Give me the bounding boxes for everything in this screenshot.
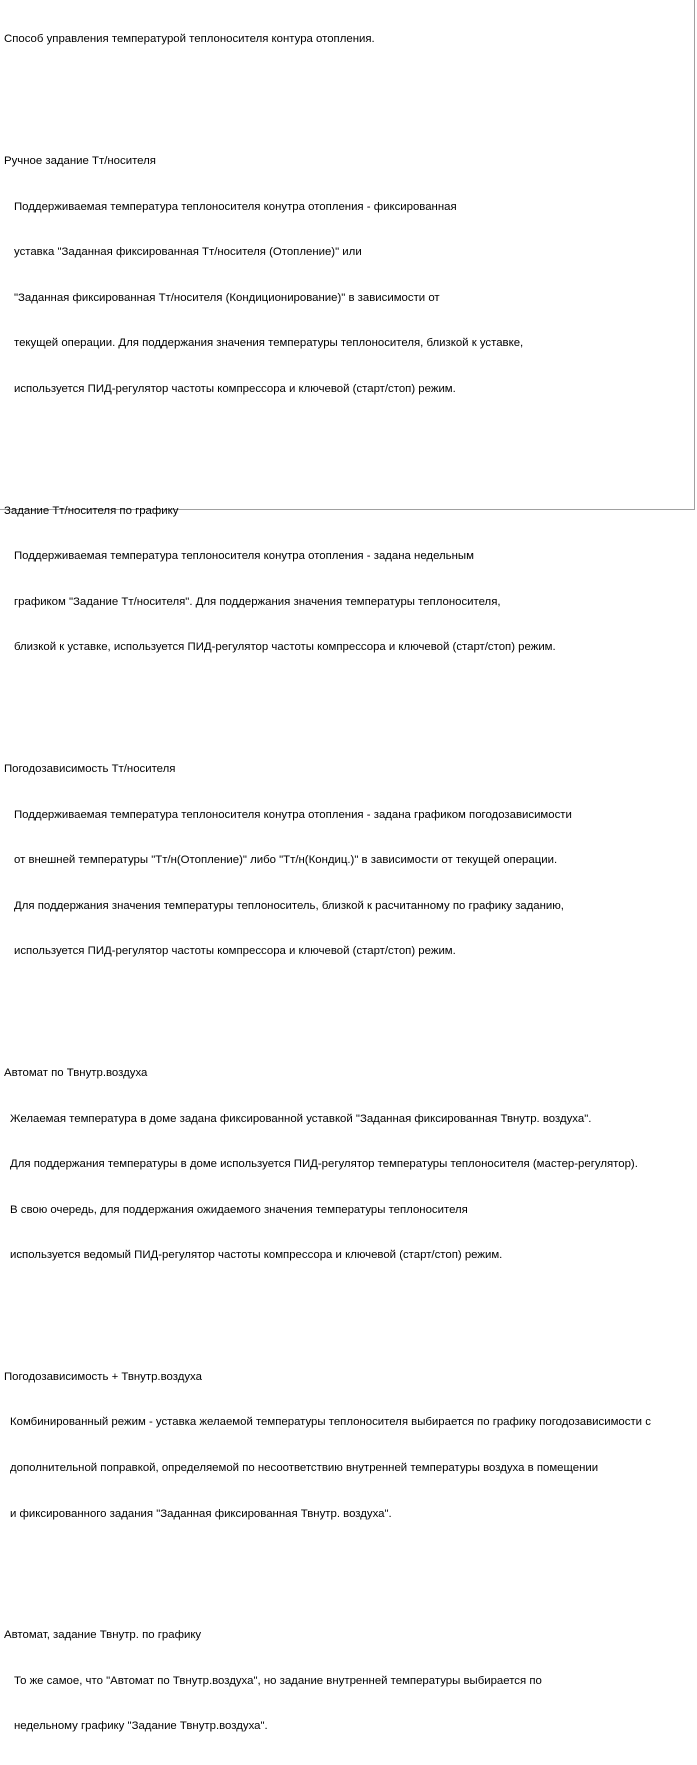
section-text-line: Желаемая температура в доме задана фиксированной уставкой "Заданная фиксированная Твнутр. воздуха". [10,1112,592,1125]
section-text-line: используется ПИД-регулятор частоты компрессора и ключевой (старт/стоп) режим. [14,382,456,395]
section-title-schedule: Задание Тт/носителя по графику [4,504,179,517]
spacer [4,1552,694,1567]
section-text-line: Поддерживаемая температура теплоносителя конутра отопления - задана графиком погодозависимости [14,808,572,821]
section-text-line: используется ПИД-регулятор частоты компрессора и ключевой (старт/стоп) режим. [14,945,456,958]
section-title-combined: Погодозависимость + Твнутр.воздуха [4,1370,202,1383]
section-text-line: используется ведомый ПИД-регулятор частоты компрессора и ключевой (старт/стоп) режим. [10,1249,503,1262]
section-text-line: Комбинированный режим - уставка желаемой температуры теплоносителя выбирается по графику погодозависимости с [10,1416,651,1429]
spacer [4,990,694,1005]
section-text-line: уставка "Заданная фиксированная Тт/носителя (Отопление)" или [14,246,362,259]
section-text-line: близкой к уставке, используется ПИД-регулятор частоты компрессора и ключевой (старт/стоп) режим. [14,641,556,654]
intro-line: Способ управления температурой теплоносителя контура отопления. [4,33,375,46]
section-title-weather: Погодозависимость Тт/носителя [4,762,176,775]
spacer [4,686,694,701]
help-text [4,2,694,1765]
spacer [4,428,694,443]
spacer [4,78,694,93]
section-title-auto-schedule: Автомат, задание Твнутр. по графику [4,1629,202,1642]
section-text-line: графиком "Задание Тт/носителя". Для поддержания значения температуры теплоносителя, [14,595,501,608]
spacer [4,1294,694,1309]
section-text-line: недельному графику "Задание Твнутр.воздуха". [14,1720,268,1733]
section-text-line: дополнительной поправкой, определяемой по несоответствию внутренней температуры воздуха в помещении [10,1462,599,1475]
section-text-line: Для поддержания значения температуры теплоноситель, близкой к расчитанному по графику заданию, [14,899,564,912]
section-text-line: Для поддержания температуры в доме используется ПИД-регулятор температуры теплоносителя (мастер-регулятор). [10,1158,638,1171]
section-text-line: В свою очередь, для поддержания ожидаемого значения температуры теплоносителя [10,1203,468,1216]
section-text-line: "Заданная фиксированная Тт/носителя (Кондиционирование)" в зависимости от [14,291,440,304]
section-title-auto-indoor: Автомат по Твнутр.воздуха [4,1066,148,1079]
section-text-line: То же самое, что "Автомат по Твнутр.воздуха", но задание внутренней температуры выбирается по [14,1674,542,1687]
section-text-line: и фиксированного задания "Заданная фиксированная Твнутр. воздуха". [10,1507,392,1520]
section-title-manual: Ручное задание Тт/носителя [4,155,156,167]
section-text-line: Поддерживаемая температура теплоносителя конутра отопления - фиксированная [14,200,457,213]
section-text-line: от внешней температуры "Тт/н(Отопление)" либо "Тт/н(Кондиц.)" в зависимости от текущей операции. [14,854,558,867]
section-text-line: текущей операции. Для поддержания значения температуры теплоносителя, близкой к уставке, [14,337,524,350]
section-text-line: Поддерживаемая температура теплоносителя конутра отопления - задана недельным [14,550,474,563]
